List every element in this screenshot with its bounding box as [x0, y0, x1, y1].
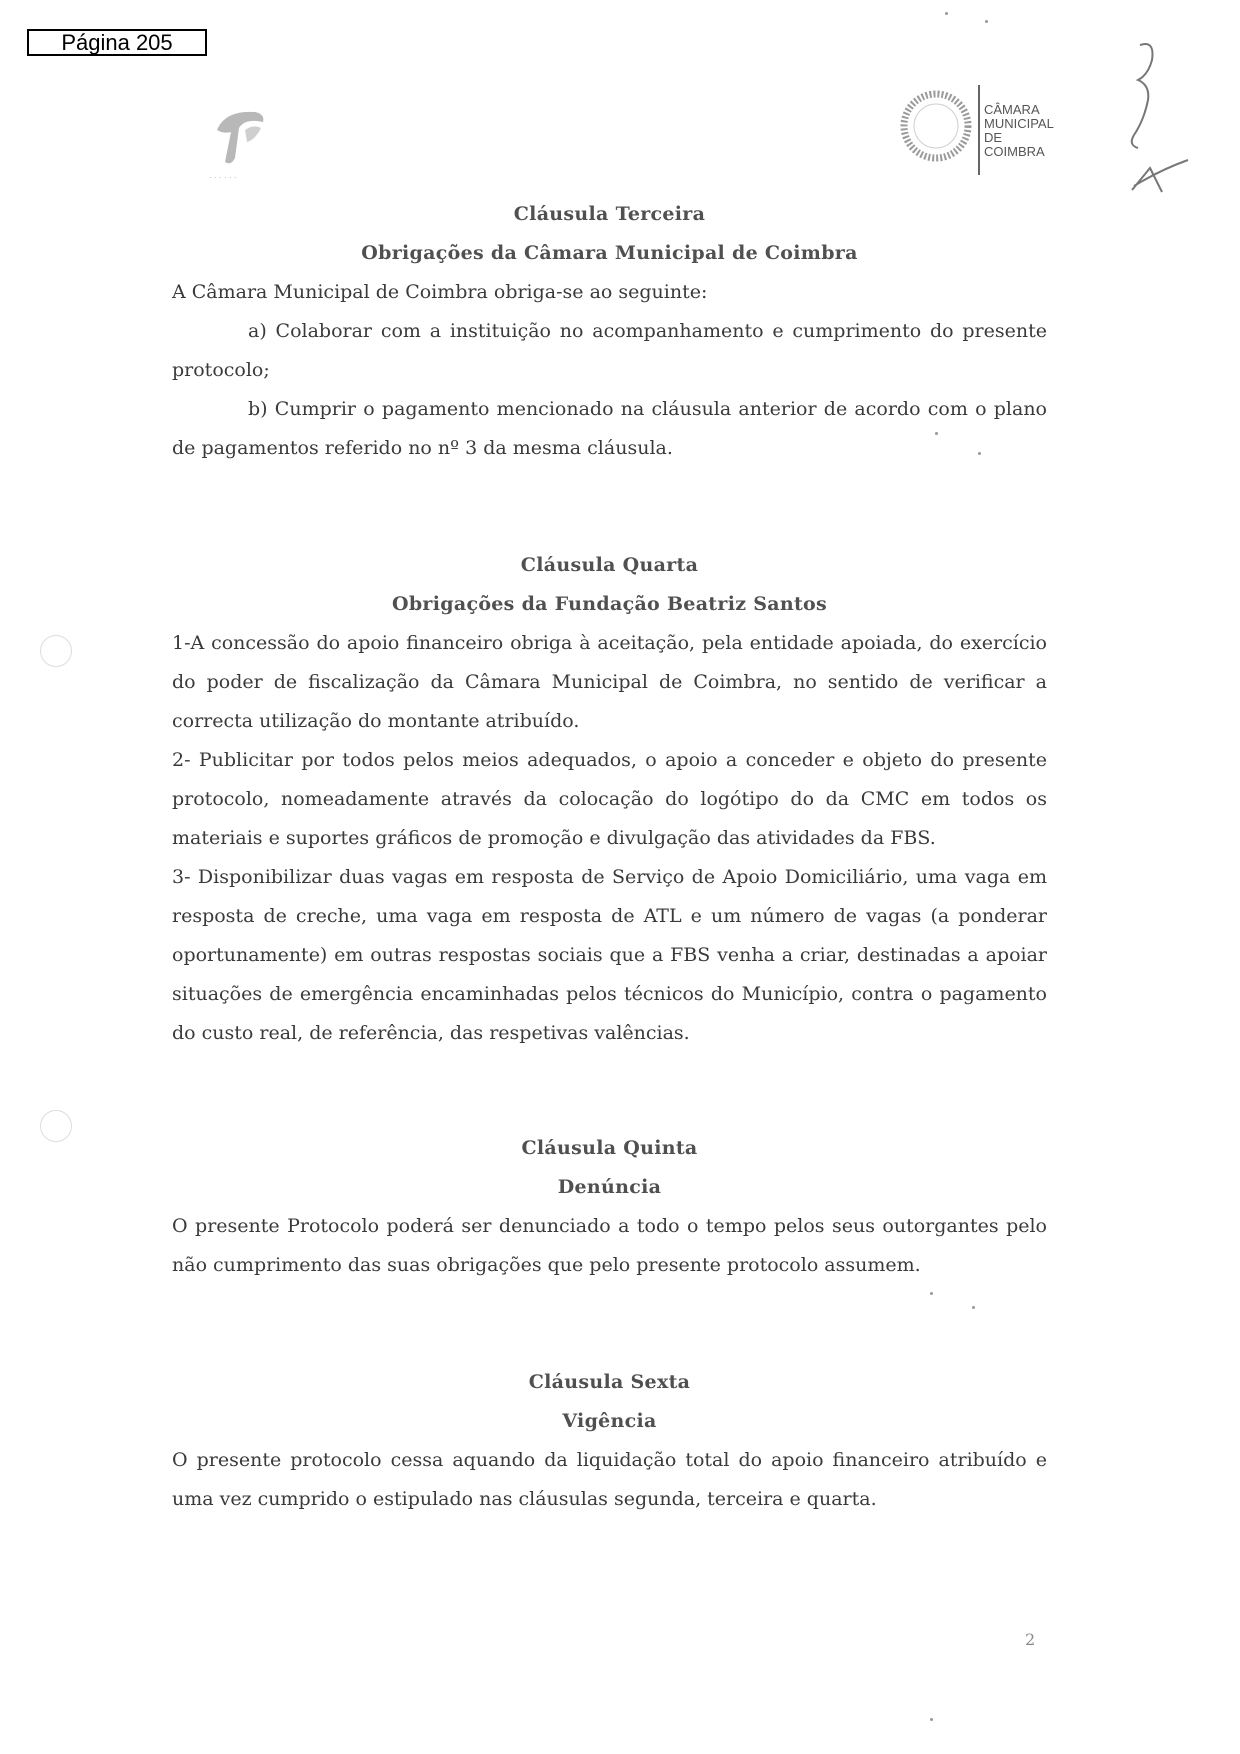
scan-speck [978, 452, 981, 455]
cmc-seal-icon [900, 90, 972, 162]
clause-3-subtitle: Obrigações da Câmara Municipal de Coimbra [361, 242, 858, 264]
clause-4-subtitle: Obrigações da Fundação Beatriz Santos [391, 593, 828, 615]
clause-3-intro: A Câmara Municipal de Coimbra obriga-se ao seguinte: [172, 281, 708, 303]
scan-speck [930, 1292, 933, 1295]
clause-5-subtitle: Denúncia [557, 1176, 662, 1198]
clause-3-item-b: b) Cumprir o pagamento mencionado na cláusula anterior de acordo com o plano de pagamentos referido no nº 3 da mesma cláusula. [172, 398, 1047, 459]
clause-6-text: O presente protocolo cessa aquando da liquidação total do apoio financeiro atribuído e uma vez cumprido o estipulado nas cláusulas segunda, terceira e quarta. [172, 1449, 1047, 1510]
clause-6-title: Cláusula Sexta [528, 1371, 691, 1393]
cmc-logo-line: DE [984, 130, 1003, 145]
clause-3-title: Cláusula Terceira [513, 203, 706, 225]
cmc-logo-line: CÂMARA [984, 102, 1040, 117]
page-number: 2 [1025, 1630, 1036, 1649]
clause-5-text: O presente Protocolo poderá ser denunciado a todo o tempo pelos seus outorgantes pelo não cumprimento das suas obrigações que pelo presente protocolo assumem. [172, 1215, 1047, 1276]
cmc-logo [900, 85, 1075, 180]
scan-speck [985, 20, 988, 23]
cmc-logo-divider [978, 85, 980, 175]
handwritten-initials [1110, 40, 1210, 200]
cmc-logo-text [984, 103, 1054, 159]
scan-speck [930, 1718, 933, 1721]
scan-speck [935, 432, 938, 435]
page-label: Página 205 [27, 29, 207, 56]
clause-4-item-1: 1-A concessão do apoio financeiro obriga à aceitação, pela entidade apoiada, do exercício do poder de fiscalização da Câmara Municipal de Coimbra, no sentido de verificar a correcta utilização do montante atribuído. [172, 632, 1047, 732]
clause-4-title: Cláusula Quarta [520, 554, 699, 576]
fbs-logo: . . . . . . [205, 100, 295, 190]
fbs-logo-icon [205, 100, 275, 170]
clause-3-item-a: a) Colaborar com a instituição no acompanhamento e cumprimento do presente protocolo; [172, 320, 1047, 381]
clause-4-item-3: 3- Disponibilizar duas vagas em resposta de Serviço de Apoio Domiciliário, uma vaga em resposta de creche, uma vaga em resposta de ATL e um número de vagas (a ponderar oportunamente) em outras respostas sociais que a FBS venha a criar, destinadas a apoiar situações de emergência encaminhadas pelos técnicos do Município, contra o pagamento do custo real, de referência, das respetivas valências. [172, 866, 1047, 1044]
clause-5-title: Cláusula Quinta [521, 1137, 698, 1159]
clause-6-subtitle: Vigência [562, 1410, 657, 1432]
clause-4-item-2: 2- Publicitar por todos pelos meios adequados, o apoio a conceder e objeto do presente protocolo, nomeadamente através da colocação do logótipo do da CMC em todos os materiais e suportes gráficos de promoção e divulgação das atividades da FBS. [172, 749, 1047, 849]
scan-speck [972, 1306, 975, 1309]
punch-hole [40, 635, 72, 667]
document-body [172, 195, 1047, 1519]
scan-speck [945, 12, 948, 15]
cmc-logo-line: MUNICIPAL [984, 116, 1054, 131]
cmc-logo-line: COIMBRA [984, 144, 1045, 159]
punch-hole [40, 1110, 72, 1142]
